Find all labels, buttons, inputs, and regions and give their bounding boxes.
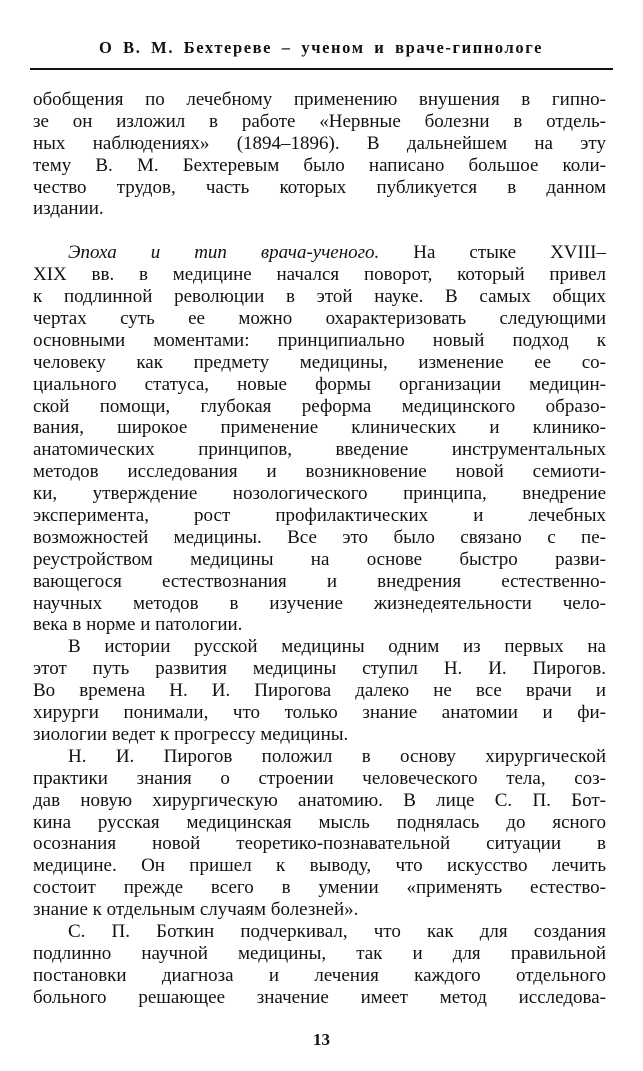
section-run-in-heading: Эпоха и тип врача-ученого. — [68, 242, 380, 264]
text-line: знание к отдельным случаям болезней». — [33, 899, 359, 921]
text-line: научных методов в изучение жизнедеятельности чело- — [33, 592, 606, 614]
text-line: основными моментами: принципиально новый подход к — [33, 329, 606, 351]
text-line: ки, утверждение нозологического принципа, внедрение — [33, 483, 606, 505]
text-line: ных наблюдениях» (1894–1896). В дальнейшем на эту — [33, 132, 606, 154]
paragraph — [33, 921, 606, 1009]
text-line: тему В. М. Бехтеревым было написано большое коли- — [33, 154, 606, 176]
text-line: вания, широкое применение клинических и клинико- — [33, 417, 606, 439]
text-line: постановки диагноза и лечения каждого отдельного — [33, 964, 606, 986]
text-line: анатомических принципов, введение инструментальных — [33, 439, 606, 461]
text-line: реустройством медицины на основе быстро разви- — [33, 548, 606, 570]
text-line: человеку как предмету медицины, изменение ее со- — [33, 351, 606, 373]
text-line: ской помощи, глубокая реформа медицинского образо- — [33, 395, 606, 417]
paragraph — [33, 89, 606, 220]
text-run: На стыке XVIII– — [413, 242, 607, 264]
text-line: С. П. Боткин подчеркивал, что как для создания — [68, 920, 606, 942]
text-line: издании. — [33, 198, 104, 220]
text-line: чество трудов, часть которых публикуется в данном — [33, 176, 606, 198]
text-line: подлинно научной медицины, так и для правильной — [33, 942, 606, 964]
text-line: к подлинной революции в этой науке. В самых общих — [33, 286, 606, 308]
paragraph — [33, 242, 606, 636]
section-gap — [33, 220, 606, 242]
text-line: осознания новой теоретико-познавательной ситуации в — [33, 833, 606, 855]
text-line: методов исследования и возникновение новой семиоти- — [33, 461, 606, 483]
text-line: Во времена Н. И. Пирогова далеко не все врачи и — [33, 680, 606, 702]
text-line: зе он изложил в работе «Нервные болезни в отдель- — [33, 110, 606, 132]
text-line: дав новую хирургическую анатомию. В лице С. П. Бот- — [33, 789, 606, 811]
text-line: хирурги понимали, что только знание анатомии и фи- — [33, 702, 606, 724]
text-line: обобщения по лечебному применению внушения в гипно- — [33, 89, 606, 110]
text-line: практики знания о строении человеческого тела, соз- — [33, 767, 606, 789]
text-line: В истории русской медицины одним из первых на — [68, 636, 606, 658]
body-text — [33, 89, 606, 1009]
text-line: чертах суть ее можно охарактеризовать следующими — [33, 308, 606, 330]
text-line: Н. И. Пирогов положил в основу хирургической — [68, 745, 606, 767]
text-line — [33, 242, 606, 264]
text-line: кина русская медицинская мысль поднялась до ясного — [33, 811, 606, 833]
text-line: эксперимента, рост профилактических и лечебных — [33, 505, 606, 527]
text-line: этот путь развития медицины ступил Н. И. Пирогов. — [33, 658, 606, 680]
header-rule — [30, 68, 613, 70]
text-line: больного решающее значение имеет метод исследова- — [33, 986, 606, 1008]
running-header: О В. М. Бехтереве – ученом и враче-гипнологе — [98, 38, 544, 57]
page-number: 13 — [313, 1030, 330, 1049]
text-line: зиологии ведет к прогрессу медицины. — [33, 723, 349, 745]
paragraph — [33, 636, 606, 745]
text-line: состоит прежде всего в умении «применять естество- — [33, 877, 606, 899]
text-line: циального статуса, новые формы организации медицин- — [33, 373, 606, 395]
text-line: медицине. Он пришел к выводу, что искусство лечить — [33, 855, 606, 877]
text-line: возможностей медицины. Все это было связано с пе- — [33, 526, 606, 548]
text-line: вающегося естествознания и внедрения естественно- — [33, 570, 606, 592]
paragraph — [33, 746, 606, 921]
text-line: века в норме и патологии. — [33, 614, 243, 636]
text-line: XIX вв. в медицине начался поворот, который привел — [33, 264, 606, 286]
